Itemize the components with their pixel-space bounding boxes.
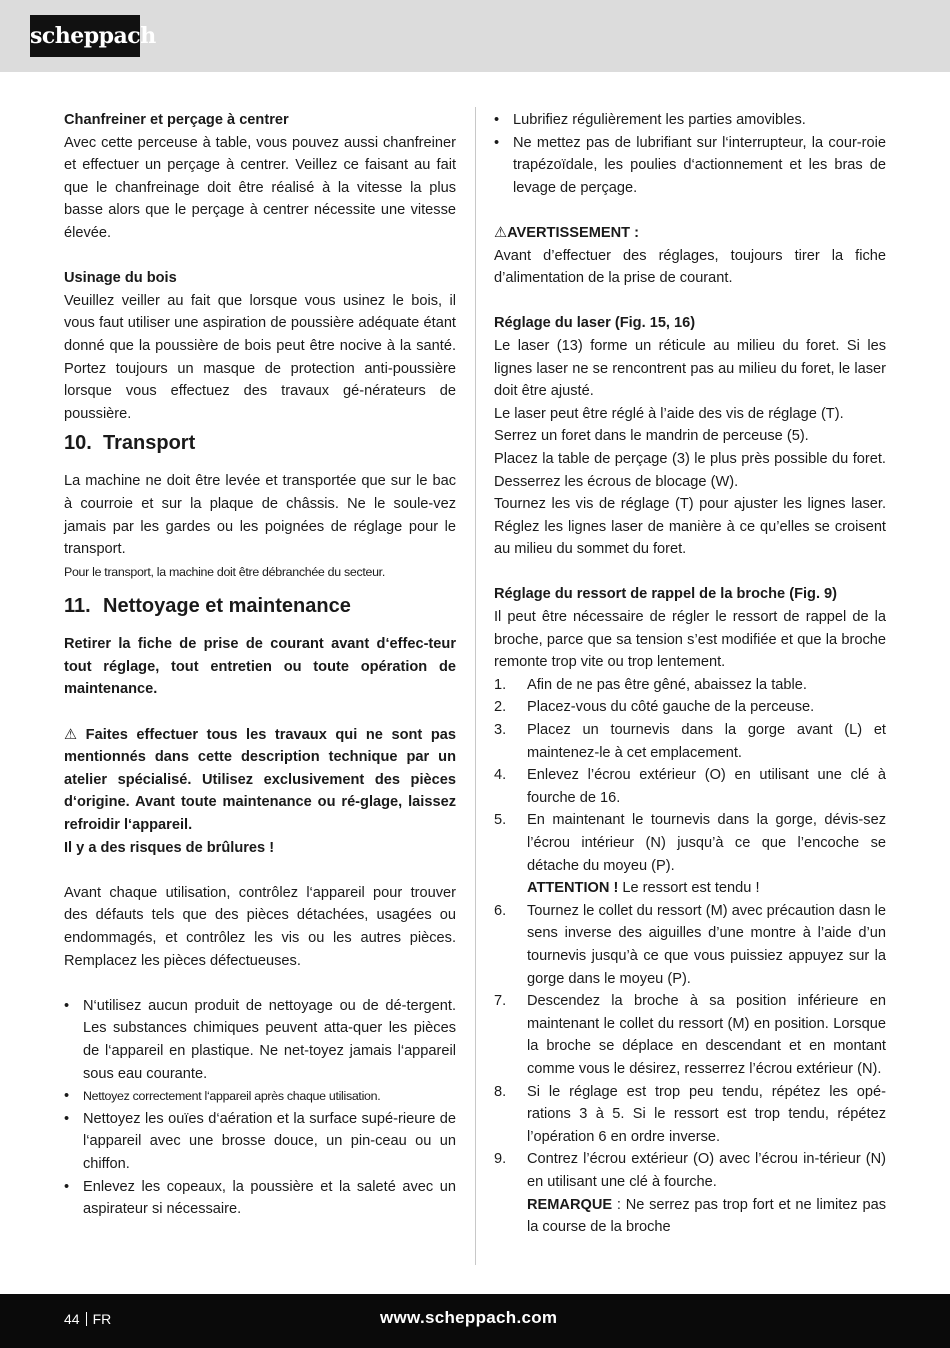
note-label: REMARQUE	[527, 1196, 613, 1213]
list-item: • N‘utilisez aucun produit de nettoyage ou de dé-tergent. Les substances chimiques peuvent atta-quer les pièces de l‘appareil en plastique. Ne net-toyez jamais l‘appareil sous eau courante.	[64, 995, 456, 1085]
maintenance-warning-workshop	[64, 724, 456, 837]
list-item: 8. Si le réglage est trop peu tendu, répétez les opé-rations 3 à 5. Si le ressort est trop tendu, répétez l’opération 6 en ordre inverse.	[494, 1083, 886, 1145]
paragraph-spring-intro: Il peut être nécessaire de régler le ressort de rappel de la broche, parce que sa tension s’est modifiée et que la broche remonte trop vite ou trop lentement.	[494, 609, 886, 671]
list-item: 2. Placez-vous du côté gauche de la perceuse.	[494, 699, 815, 716]
list-item: • Enlevez les copeaux, la poussière et la saleté avec un aspirateur si nécessaire.	[64, 1176, 456, 1221]
note-text: : Ne serrez pas trop fort et ne limitez pas la course de la broche	[527, 1196, 886, 1236]
footer-bar	[0, 1294, 950, 1348]
heading-maintenance	[64, 583, 456, 633]
burn-risk-warning: Il y a des risques de brûlures !	[64, 839, 275, 856]
attention-text: Le ressort est tendu !	[618, 880, 760, 897]
heading-text: Transport	[103, 432, 196, 455]
section-title-chamfering: Chanfreiner et perçage à centrer	[64, 112, 289, 128]
warning-heading	[494, 222, 886, 245]
list-item: 3. Placez un tournevis dans la gorge avant (L) et maintenez-le à cet emplacement.	[494, 722, 886, 761]
list-item: • Lubrifiez régulièrement les parties amovibles.	[494, 109, 886, 132]
section-title-woodworking: Usinage du bois	[64, 270, 177, 287]
lubrication-bullet-list	[494, 109, 886, 199]
maintenance-warning-text: Faites effectuer tous les travaux qui ne sont pas mentionnés dans cette description technique par un atelier spécialisé. Utilisez exclusivement des pièces d‘origine. Avant toute maintenance ou ré-glage, laissez refroidir l‘appareil.	[64, 726, 456, 834]
paragraph-laser-3: Serrez un foret dans le mandrin de perceuse (5).	[494, 428, 809, 445]
list-item: 5. En maintenant le tournevis dans la gorge, dévis-sez l’écrou intérieur (N) jusqu’à ce que l’encoche se détache du moyeu (P). ATTENTION ! Le ressort est tendu !	[494, 812, 886, 897]
warning-triangle-icon: ⚠	[64, 726, 78, 743]
paragraph-inspection: Avant chaque utilisation, contrôlez l‘appareil pour trouver des défauts tels que des pièces détachées, usagées ou endommagés, et contrôlez les vis ou les autres pièces. Remplacez les pièces défectueuses.	[64, 884, 456, 969]
list-item: 1. Afin de ne pas être gêné, abaissez la table.	[494, 676, 807, 693]
list-item: 9. Contrez l’écrou extérieur (O) avec l’écrou in-térieur (N) en utilisant une clé à fourche. REMARQUE : Ne serrez pas trop fort et ne limitez pas la course de la broche	[494, 1151, 886, 1236]
paragraph-transport: La machine ne doit être levée et transportée que sur le bac à courroie et sur la plaque de châssis. Ne le soule-vez jamais par les gardes ou les poignées de réglage pour le transport.	[64, 473, 456, 558]
cleaning-bullet-list	[64, 995, 456, 1221]
list-item: 4. Enlevez l’écrou extérieur (O) en utilisant une clé à fourche de 16.	[494, 767, 886, 806]
bullet-icon: •	[64, 1110, 70, 1127]
section-title-spring: Réglage du ressort de rappel de la broche (Fig. 9)	[494, 586, 838, 603]
page-number: 44 FR	[64, 1311, 112, 1327]
bullet-icon: •	[64, 1088, 70, 1105]
warning-triangle-icon: ⚠	[494, 224, 508, 241]
spring-steps-list	[494, 674, 886, 1239]
warning-title: AVERTISSEMENT :	[507, 224, 639, 241]
attention-label: ATTENTION !	[527, 880, 619, 897]
list-item: • Nettoyez correctement l‘appareil après chaque utilisation.	[64, 1085, 456, 1108]
heading-transport	[64, 425, 456, 470]
section-title-laser: Réglage du laser (Fig. 15, 16)	[494, 315, 696, 332]
website-link[interactable]: www.scheppach.com	[380, 1308, 558, 1327]
list-item: • Ne mettez pas de lubrifiant sur l‘interrupteur, la cour-roie trapézoïdale, les poulies d‘actionnement et les bras de levage de perçage.	[494, 132, 886, 200]
paragraph-laser-5: Tournez les vis de réglage (T) pour ajuster les lignes laser. Réglez les lignes laser de manière à ce qu’elles se croisent au milieu du sommet du foret.	[494, 496, 886, 558]
language-code: FR	[92, 1311, 112, 1327]
paragraph-laser-1: Le laser (13) forme un réticule au milieu du foret. Si les lignes laser ne se rencontrent pas au milieu du foret, le laser doit être ajusté.	[494, 337, 886, 400]
list-item: • Nettoyez les ouïes d‘aération et la surface supé-rieure de l‘appareil avec une brosse douce, un pin-ceau ou un chiffon.	[64, 1108, 456, 1176]
bullet-icon: •	[494, 112, 500, 128]
paragraph-laser-4: Placez la table de perçage (3) le plus près possible du foret. Desserrez les écrous de blocage (W).	[494, 450, 886, 490]
heading-number: 11.	[64, 595, 91, 618]
brand-logo: scheppach	[30, 15, 140, 57]
left-column	[64, 109, 456, 1221]
heading-number: 10.	[64, 432, 92, 455]
paragraph-chamfering: Avec cette perceuse à table, vous pouvez aussi chanfreiner et effectuer un perçage à centrer. Veillez ce faisant au fait que le chanfreinage doit être réalisé à la vitesse la plus basse alors que le perçage à centrer nécessite une vitesse élevée.	[64, 134, 456, 241]
paragraph-laser-2: Le laser peut être réglé à l’aide des vis de réglage (T).	[494, 405, 844, 422]
bullet-icon: •	[64, 1178, 70, 1195]
bullet-icon: •	[494, 134, 500, 151]
paragraph-woodworking: Veuillez veiller au fait que lorsque vous usinez le bois, il vous faut utiliser une aspiration de poussière adéquate étant donné que la poussière de bois peut être nocive à la santé. Portez toujours un masque de protection anti-poussière lorsque vous effectuez des travaux gé-nérateurs de poussière.	[64, 292, 456, 422]
header-bar	[0, 0, 950, 72]
maintenance-warning-unplug: Retirer la fiche de prise de courant avant d‘effec-teur tout réglage, tout entretien ou toute opération de maintenance.	[64, 636, 456, 698]
transport-note: Pour le transport, la machine doit être débranchée du secteur.	[64, 564, 385, 579]
list-item: 7. Descendez la broche à sa position inférieure en maintenant le collet du ressort (M) en position. Lorsque la broche se déplace en descendant et en montant comme vous le désirez, resserrez l’écrou extérieur (N).	[494, 993, 886, 1077]
warning-text: Avant d’effectuer des réglages, toujours tirer la fiche d’alimentation de la prise de courant.	[494, 247, 886, 287]
separator	[86, 1312, 87, 1326]
column-divider	[475, 107, 476, 1265]
heading-text: Nettoyage et maintenance	[103, 595, 351, 618]
right-column	[494, 109, 886, 1239]
bullet-icon: •	[64, 997, 70, 1014]
list-item: 6. Tournez le collet du ressort (M) avec précaution dasn le sens inverse des aiguilles d’une montre à l’aide d’un tournevis jusqu’à ce que vous puissiez appuyez sur la gorge dans le moyeu (P).	[494, 902, 886, 987]
